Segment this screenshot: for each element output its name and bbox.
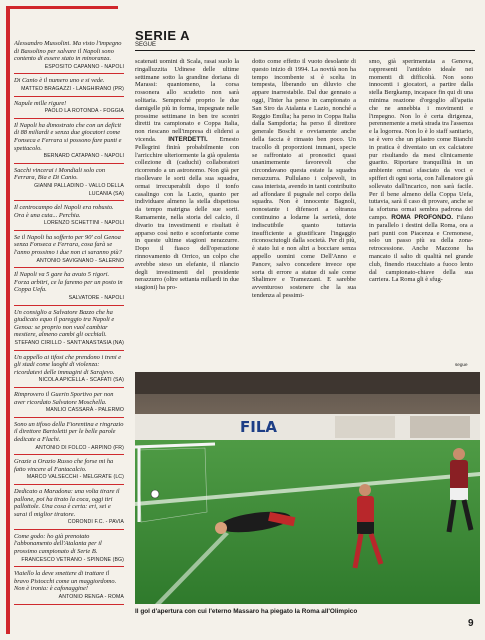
letter-author: GIANNI PALLADINO - VALLO DELLA LUCANIA (SA) xyxy=(34,182,124,197)
letter-text: Sono un tifoso della Fiorentina e ringrazio il direttore Bartoletti per le belle parole dedicate a Flachi. xyxy=(14,420,124,443)
letters-sidebar xyxy=(14,40,124,630)
letter-author: ANTONIO RENGA - ROMA xyxy=(58,594,124,601)
continued-marker: segue xyxy=(455,362,468,367)
letter-divider xyxy=(14,417,124,418)
match-photo-illustration xyxy=(135,372,480,604)
letter-divider xyxy=(14,387,124,388)
letter-text: Rimprovero il Guerin Sportivo per non aver ricordato Salvatore Moschella. xyxy=(14,390,114,406)
article-text-1: scatenati uomini di Scala, rasai suolo la ringalluzzita Udinese delle ultime settimane sotto la grandine doriana di Marassi: quantomeno, la corsa rossonera allo scudetto non sarà solitaria. Sempreché proprio le due damigelle più in forma, impegnate nelle prossime settimane in ben tre scontri diretti tra campionato e Coppa Italia, non riescano nell'impresa di elidersi a vicenda. xyxy=(135,58,239,143)
letter-item xyxy=(14,122,124,164)
letter-author: MANLIO CASSARÀ - PALERMO xyxy=(45,407,124,414)
article-column-3 xyxy=(369,58,473,284)
letter-item xyxy=(14,271,124,305)
article-text-2: dotto come effetto il vuoto desolante di questo inizio di 1994. La novità non ha tempo incombente si è scelta in tempesta, liberando un diluvio che appare inarrestabile. Dal due gennaio a oggi, l'Inter ha perso in campionato a San Siro da Atalanta e Lazio, nonché a Reggio Emilia; ha perso in Coppa Italia dalla Sampdoria; ha perso il direttore generale Boschi e ovviamente anche della faccia è rimasto ben poco. Un tracollo di proporzioni immani, specie se raffrontato ai pronostici quasi unanimemente favorevoli che circondavano questa estate la squadra nerazzurra. Pullulano i colpevoli, in casa interista, avendo in tanti contribuito ad affondare il pugnale nel corpo della squadra. Non è innocente Bagnoli, nonostante i difensori a oltranza continuino a lodarne la serietà, dote indiscutibile quanto tuttavia insufficiente a giustificare l'ingaggio riconosciutogli dalla società. Per di più, è stato lui e non altri a bocciare senza appello uomini come Dell'Anno e Pancev, salvo concedere invece ope sorta di errore a statue di sale come Shalimov e Tramezzani. E sarebbe avventuroso sostenere che la sua tendenza al pessimi- xyxy=(252,58,356,299)
letter-text: Se il Napoli ha sofferto per 90' col Genoa senza Fonseca e Ferrara, cosa farà se l'anno prossimo i due non ci saranno più? xyxy=(14,233,122,257)
letter-author: PAOLO LA ROTONDA - FOGGIA xyxy=(44,108,124,115)
letter-item xyxy=(14,458,124,485)
letter-item xyxy=(14,204,124,231)
letter-text: Un appello ai tifosi che prendono i treni e gli stadi come luoghi di violenza: ricordatevi delle immagini di Sarajevo. xyxy=(14,353,122,376)
letter-item xyxy=(14,391,124,418)
article-body xyxy=(135,58,475,368)
letter-text: Grazie a Orazio Russo che forse mi ha fatto vincere al Fantacalcio. xyxy=(14,458,114,473)
article-column-1 xyxy=(135,58,239,292)
letter-divider xyxy=(14,484,124,485)
letter-item xyxy=(14,100,124,119)
page-number: 9 xyxy=(468,618,474,629)
letter-item xyxy=(14,40,124,74)
letter-text: Di Canio è il numero uno e si vede. xyxy=(14,77,105,85)
subhead-roma-profondo: ROMA PROFONDO. xyxy=(391,213,454,221)
article-text-3: smo, già sperimentata a Genova, rappresenti l'antidoto ideale nei momenti di difficoltà. Non sono innocenti i giocatori, a partire dalla stella Bergkamp, incapace fin qui di una minima reazione d'orgoglio all'apatia che ne annebbia i movimenti e l'impegno. Non lo è certa dirigenza, perennemente a metà strada tra l'assenza e la logorrea. Non lo è lo staff sanitario, se è vero che un pilastro come Bianchi in pratica è diventato un ex calciatore pur risultando da mesi clinicamente guarito. Riportare tranquillità in un ambiente ormai sfasciato da voci e spifferi di ogni sorta, con l'allenatore già sollevato dall'incarico, non sarà facile. Per il bene almeno della Coppa Uefa, tuttavia, sarà il caso di provare, anche se la sfortuna ormai sembra padrona del campo. xyxy=(369,58,473,221)
letter-author: ANTONIO DI FOLCO - ARPINO (FR) xyxy=(35,444,124,451)
letter-divider xyxy=(14,118,124,119)
header-rule xyxy=(135,50,475,51)
letter-item xyxy=(14,354,124,388)
letter-item xyxy=(14,533,124,567)
letter-divider xyxy=(14,604,124,605)
section-header xyxy=(135,28,475,51)
letter-text: Sacchi vincerai i Mondiali solo con Ferrara, Bia e Di Canio. xyxy=(14,166,106,182)
letter-divider xyxy=(14,267,124,268)
letter-author: NICOLA APICELLA - SCAFATI (SA) xyxy=(38,377,124,384)
letter-divider xyxy=(14,454,124,455)
letter-divider xyxy=(14,96,124,97)
letter-author: ANTONIO SAVIGNANO - SALERNO xyxy=(36,257,124,264)
letter-item xyxy=(14,488,124,530)
letter-divider xyxy=(14,163,124,164)
letter-author: BERNARD CATAPANO - NAPOLI xyxy=(43,153,124,160)
letter-author: MATTEO BRAGAZZI - LANGHIRANO (PR) xyxy=(21,85,124,92)
letter-divider xyxy=(14,73,124,74)
letter-author: FRANCESCO VETRANO - SPINONE (BG) xyxy=(21,556,124,563)
letter-text: Un consiglio a Salvatore Bazzo che ha giudicato equo il pareggio tra Napoli e Genoa: se proprio non vuol cambiar mestiere, almeno cambi gli occhiali. xyxy=(14,308,115,339)
letter-item xyxy=(14,309,124,351)
letter-text: Dedicato a Maradona: una volta tirare il pallone, poi ha tirato la coca, oggi tiri pallottole. Una cosa è certa: eri, sei e sarai il miglior tiratore. xyxy=(14,487,120,518)
letter-author: STEFANO CIRILLO - SANT'ANASTASIA (NA) xyxy=(14,340,124,346)
letter-divider xyxy=(14,566,124,567)
left-red-border xyxy=(6,6,10,634)
article-column-2 xyxy=(252,58,356,300)
letter-item xyxy=(14,167,124,201)
letter-text: Napule mille rigure! xyxy=(14,99,67,107)
letter-divider xyxy=(14,350,124,351)
letter-text: Viaiello la deve smettere di trattare il bravo Pistocchi come un maggiordomo. Non è ironia: è cafonaggine! xyxy=(14,570,117,593)
section-subtitle: SEGUE xyxy=(135,42,157,48)
match-photo xyxy=(135,372,480,604)
letter-author: SALVATORE - NAPOLI xyxy=(68,295,124,302)
letter-divider xyxy=(14,305,124,306)
letter-text: Il centrocampo del Napoli era robusto. Ora è una cuta... Perchia. xyxy=(14,204,114,219)
letter-author: ESPOSITO CAPANNO - NAPOLI xyxy=(44,63,124,70)
article-text-1b: Ernesto Pellegrini finirà probabilmente con l'arricchire ulteriormente la già opulenta collezione di (caduchi) collaboratori ricorrendo a un astronomo. Non già per risollevare le sorti della sua squadra, ormai irrecuperabili dopo il tonfo casalingo con la Lazio, quanto per individuare almeno la stella dispettosa da tempo matrigna delle sue sorti. Ramamente, nella storia del calcio, il divario tra investimenti e risultati è apparso così netto e sconfortante come in queste ultime stagioni nerazzurre. Dopo il fiasco dell'operazione rinnovamento di Orrico, un colpo che avrebbe steso un elefante, il rilancio degli investimenti del presidente nerazzurro (oltre settanta miliardi in due stagioni) ha pro- xyxy=(135,135,239,292)
article-text-3b: Filano in parallelo i destini della Roma, ora a pari punti con Piacenza e Cremonese, solo un passo più su della zona-retrocessione. Anche Mazzone ha mancato il salto di qualità nel grande club, finendo risucchiato a fuoco lento dal campionato-chiave della sua carriera. La Roma gli è sfug- xyxy=(369,213,473,284)
letter-text: Alessandro Mussolini. Ma visto l'impegno di Bassolino per salvare il Napoli sono contento di essere stato in minoranza. xyxy=(14,40,122,63)
letter-text: Il Napoli va 5 gare ha avuto 5 rigori. Forza arbitri, ce la faremo per un posto in Coppa Uefa. xyxy=(14,271,123,294)
ad-board-text: FILA xyxy=(240,418,277,436)
letter-text: Come godo: ho già prenotato l'abbonamento dell'Atalanta per il prossimo campionato di Serie B. xyxy=(14,532,102,556)
letter-text: Il Napoli ha dimostrato che con un deficit di 88 miliardi e senza due giocatori come Fonseca e Ferrara si possono fare punti e spettacolo. xyxy=(14,121,122,152)
letter-divider xyxy=(14,230,124,231)
letter-item xyxy=(14,421,124,455)
subhead-interdetti: INTERDETTI. xyxy=(168,135,208,143)
letter-author: MARCO VALSECCHI - MELGRATE (LC) xyxy=(26,474,124,481)
section-title: SERIE A xyxy=(135,28,191,43)
photo-caption: Il gol d'apertura con cui l'eterno Massaro ha piegato la Roma all'Olimpico xyxy=(135,608,358,615)
letter-item xyxy=(14,234,124,268)
letter-author: CORONDI F.C. - PAVIA xyxy=(67,519,124,526)
top-red-rule xyxy=(6,6,118,9)
letter-divider xyxy=(14,200,124,201)
letter-author: LORENZO SCHETTINI - NAPOLI xyxy=(43,220,124,227)
letter-item xyxy=(14,570,124,604)
letter-item xyxy=(14,77,124,96)
letter-divider xyxy=(14,529,124,530)
